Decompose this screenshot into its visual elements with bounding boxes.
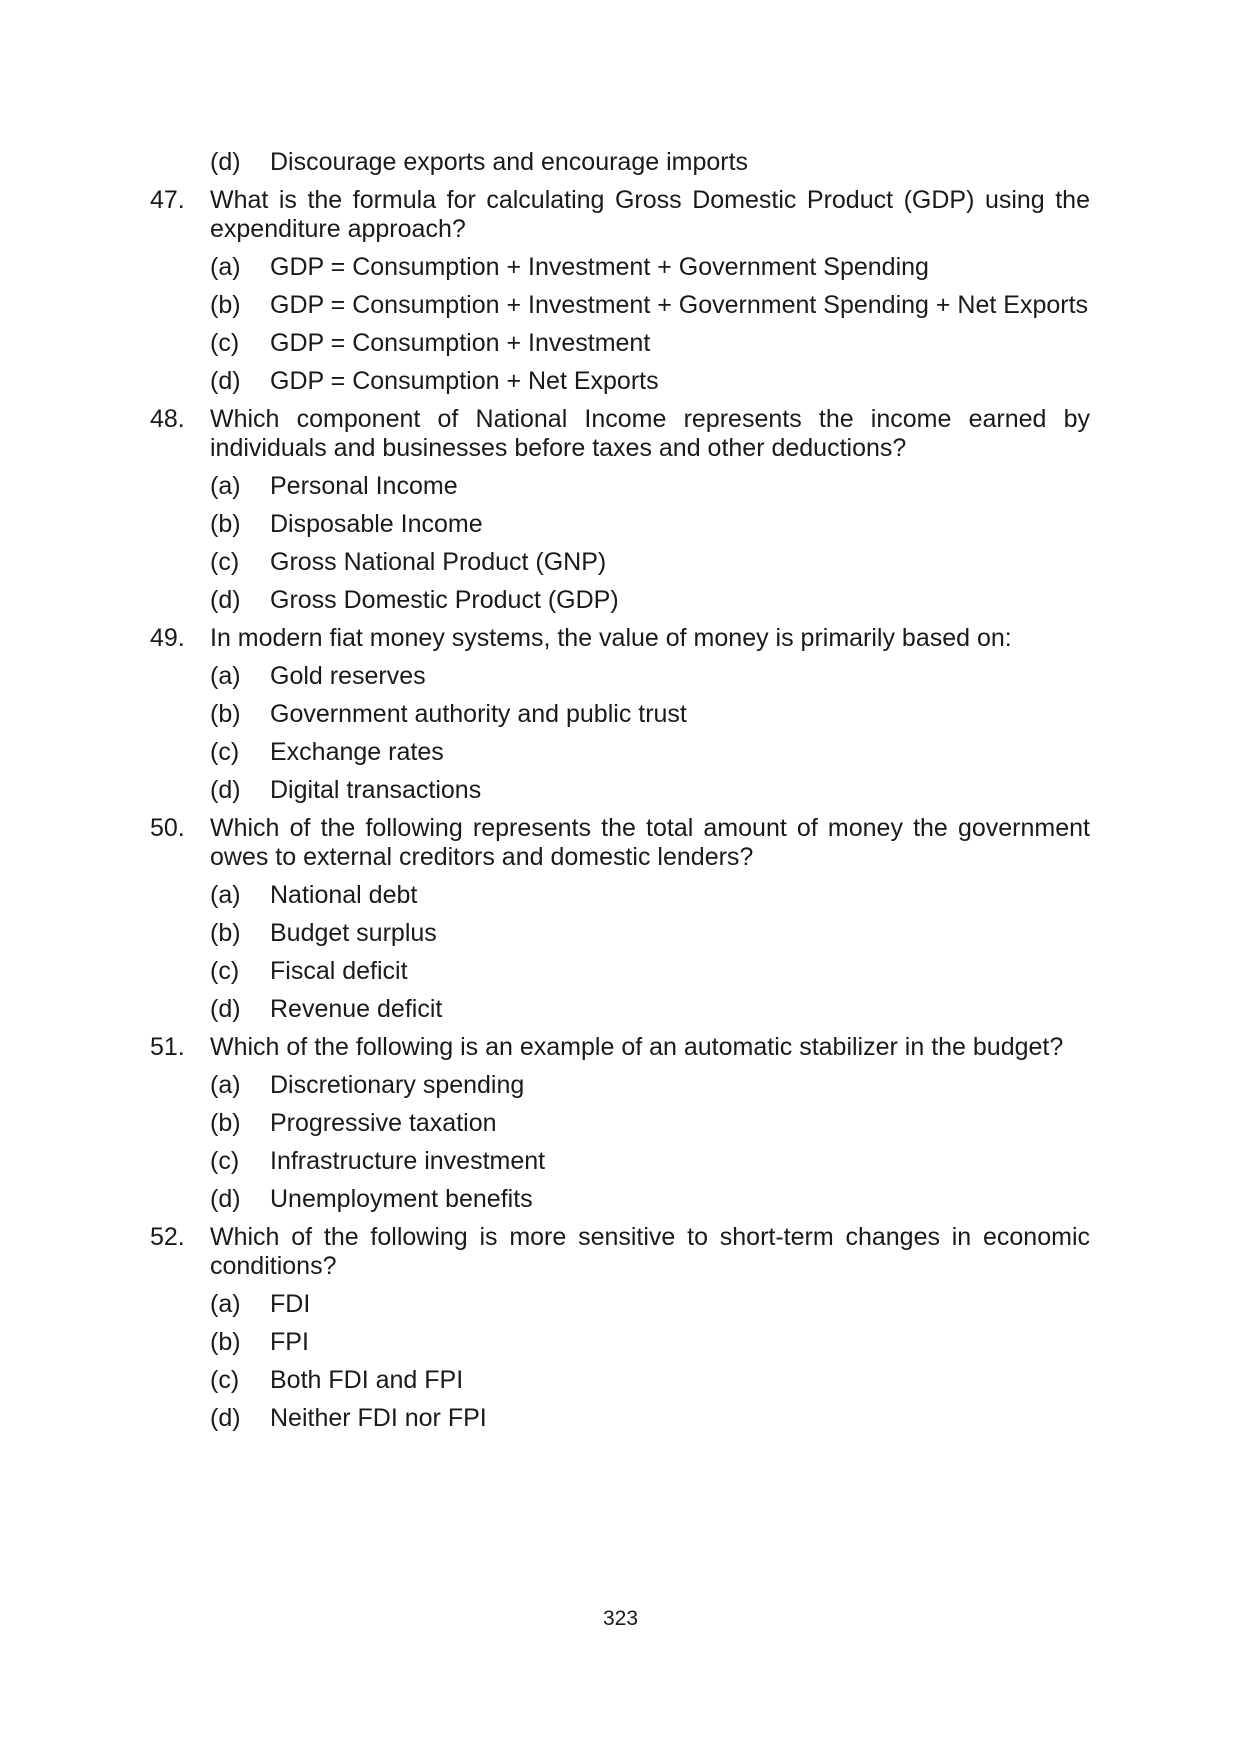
option-52-c: [210, 1366, 1090, 1395]
option-text: Neither FDI nor FPI: [270, 1404, 487, 1432]
option-48-a: [210, 472, 1090, 501]
option-text: FPI: [270, 1328, 309, 1356]
option-50-a: [210, 881, 1090, 910]
option-52-d: [210, 1404, 1090, 1433]
option-52-a: [210, 1290, 1090, 1319]
question-number: 48.: [150, 405, 185, 433]
option-text: Gold reserves: [270, 662, 426, 690]
option-label: (b): [210, 700, 241, 728]
option-text: Gross Domestic Product (GDP): [270, 586, 619, 614]
question-text: In modern fiat money systems, the value of money is primarily based on:: [210, 624, 1012, 652]
question-51: [150, 1033, 1090, 1062]
question-50: [150, 814, 1090, 872]
option-text: GDP = Consumption + Investment: [270, 329, 651, 357]
option-49-d: [210, 776, 1090, 805]
option-49-a: [210, 662, 1090, 691]
question-47: [150, 186, 1090, 244]
question-number: 52.: [150, 1223, 185, 1251]
option-text: Discretionary spending: [270, 1071, 525, 1099]
page-number: 323: [602, 1607, 639, 1630]
option-52-b: [210, 1328, 1090, 1357]
option-label: (c): [210, 1366, 240, 1394]
option-label: (d): [210, 776, 241, 804]
option-50-c: [210, 957, 1090, 986]
question-number: 50.: [150, 814, 185, 842]
option-text: Both FDI and FPI: [270, 1366, 464, 1394]
question-number: 51.: [150, 1033, 185, 1061]
question-number: 47.: [150, 186, 185, 214]
option-47-b: [210, 291, 1090, 320]
option-text: FDI: [270, 1290, 311, 1318]
option-label: (b): [210, 291, 241, 319]
option-label: (a): [210, 472, 241, 500]
question-49: [150, 624, 1090, 653]
option-47-d: [210, 367, 1090, 396]
option-48-c: [210, 548, 1090, 577]
question-list: [150, 148, 1090, 1433]
question-text: Which of the following is an example of an automatic stabilizer in the budget?: [210, 1033, 1064, 1061]
option-label: (a): [210, 881, 241, 909]
option-text: Gross National Product (GNP): [270, 548, 607, 576]
option-49-b: [210, 700, 1090, 729]
option-text: GDP = Consumption + Net Exports: [270, 367, 659, 395]
option-50-d: [210, 995, 1090, 1024]
option-text: Digital transactions: [270, 776, 482, 804]
question-text: Which of the following represents the total amount of money the government owes to external creditors and domestic lenders?: [210, 814, 1090, 871]
option-49-c: [210, 738, 1090, 767]
question-text: Which of the following is more sensitive to short-term changes in economic conditions?: [210, 1223, 1090, 1280]
option-text: GDP = Consumption + Investment + Government Spending + Net Exports: [270, 291, 1089, 319]
option-label: (a): [210, 1290, 241, 1318]
option-51-d: [210, 1185, 1090, 1214]
option-text: Infrastructure investment: [270, 1147, 546, 1175]
option-48-b: [210, 510, 1090, 539]
option-label: (a): [210, 1071, 241, 1099]
option-text: National debt: [270, 881, 418, 909]
option-text: Unemployment benefits: [270, 1185, 533, 1213]
option-label: (d): [210, 995, 241, 1023]
option-text: Exchange rates: [270, 738, 444, 766]
option-label: (d): [210, 148, 241, 176]
option-label: (c): [210, 548, 240, 576]
option-label: (a): [210, 662, 241, 690]
option-label: (b): [210, 1109, 241, 1137]
option-label: (b): [210, 919, 241, 947]
option-label: (b): [210, 510, 241, 538]
option-text: Discourage exports and encourage imports: [270, 148, 749, 176]
option-label: (d): [210, 367, 241, 395]
option-text: Revenue deficit: [270, 995, 443, 1023]
option-label: (c): [210, 957, 240, 985]
option-50-b: [210, 919, 1090, 948]
question-48: [150, 405, 1090, 463]
question-number: 49.: [150, 624, 185, 652]
option-51-c: [210, 1147, 1090, 1176]
option-51-a: [210, 1071, 1090, 1100]
option-47-a: [210, 253, 1090, 282]
option-label: (c): [210, 738, 240, 766]
option-label: (d): [210, 1404, 241, 1432]
option-text: Fiscal deficit: [270, 957, 408, 985]
option-label: (d): [210, 1185, 241, 1213]
option-label: (c): [210, 329, 240, 357]
question-text: What is the formula for calculating Gross Domestic Product (GDP) using the expenditure approach?: [210, 186, 1090, 243]
question-text: Which component of National Income represents the income earned by individuals and businesses before taxes and other deductions?: [210, 405, 1090, 462]
option-text: Progressive taxation: [270, 1109, 497, 1137]
option-text: Personal Income: [270, 472, 458, 500]
option-text: GDP = Consumption + Investment + Government Spending: [270, 253, 929, 281]
option-text: Disposable Income: [270, 510, 483, 538]
option-label: (a): [210, 253, 241, 281]
option-label: (d): [210, 586, 241, 614]
question-52: [150, 1223, 1090, 1281]
option-label: (c): [210, 1147, 240, 1175]
option-text: Budget surplus: [270, 919, 437, 947]
option-47-c: [210, 329, 1090, 358]
option-46-d: [210, 148, 1090, 177]
option-48-d: [210, 586, 1090, 615]
option-text: Government authority and public trust: [270, 700, 687, 728]
option-51-b: [210, 1109, 1090, 1138]
option-label: (b): [210, 1328, 241, 1356]
